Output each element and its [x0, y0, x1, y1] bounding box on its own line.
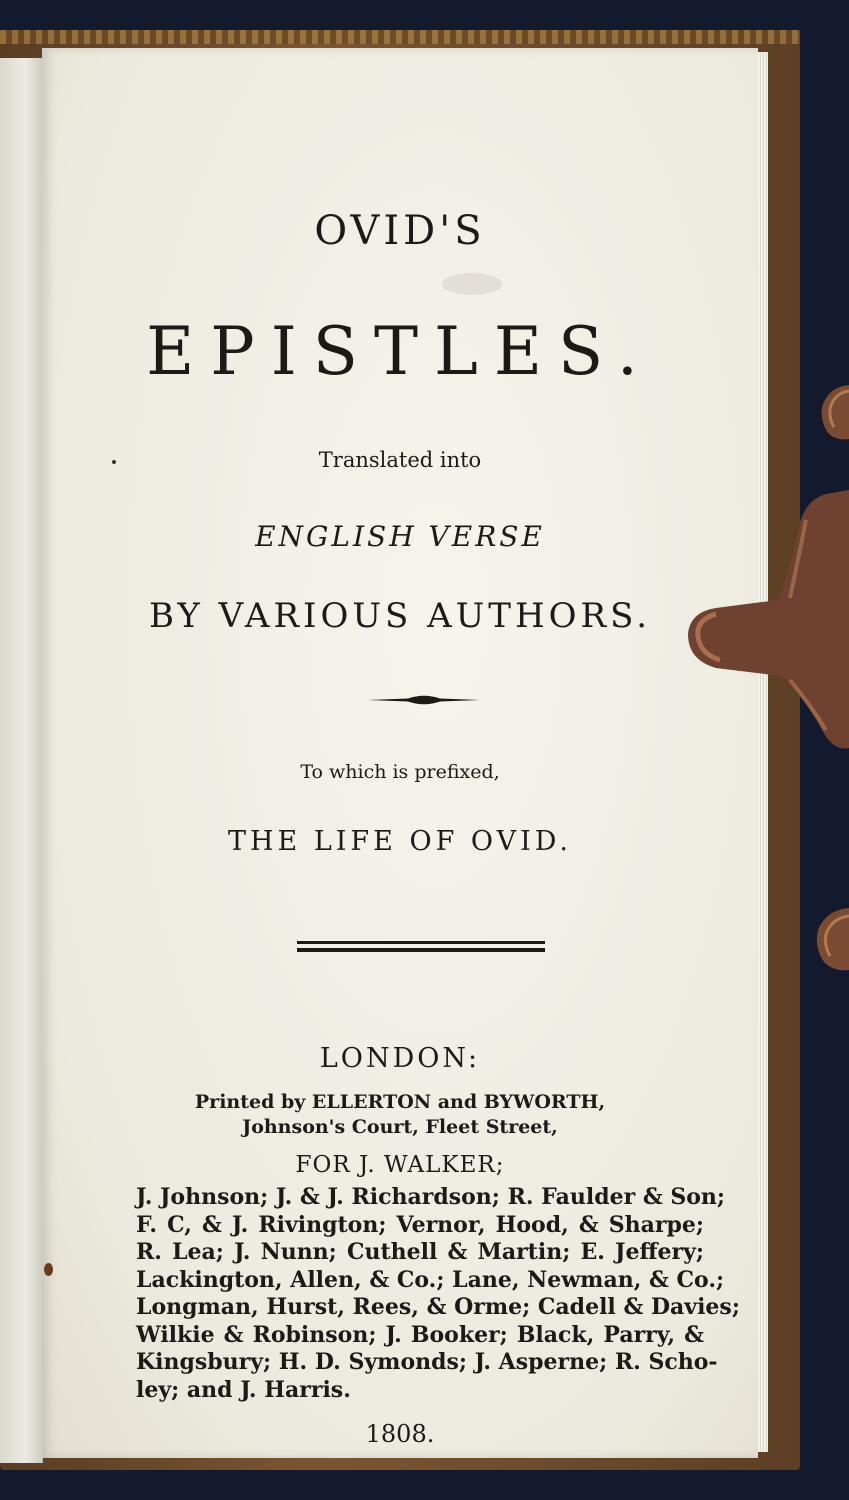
bookseller-line: F. C, & J. Rivington; Vernor, Hood, & Sharpe; — [136, 1211, 704, 1238]
prefixed-text: To which is prefixed, — [300, 761, 500, 783]
imprint-printer: Printed by ELLERTON and BYWORTH, — [194, 1091, 606, 1113]
bookseller-line: Longman, Hurst, Rees, & Orme; Cadell & Davies; — [136, 1294, 740, 1320]
imprint-year: 1808. — [365, 1420, 435, 1448]
english-verse-text: ENGLISH VERSE — [255, 520, 545, 553]
double-rule — [297, 941, 545, 952]
imprint-address: Johnson's Court, Fleet Street, — [242, 1116, 558, 1138]
bookseller-line: R. Lea; J. Nunn; Cuthell & Martin; E. Jeffery; — [136, 1239, 704, 1265]
bookseller-line: J. Johnson; J. & J. Richardson; R. Faulder & Son; — [136, 1184, 726, 1210]
booksellers-list — [136, 1184, 740, 1404]
bookseller-line: ley; and J. Harris. — [136, 1376, 351, 1403]
gilt-tooled-border — [0, 30, 800, 44]
imprint-publisher: FOR J. WALKER; — [295, 1152, 505, 1178]
life-of-ovid-text: THE LIFE OF OVID. — [227, 826, 572, 857]
copper-page-clip-middle — [686, 490, 849, 752]
bookseller-line: Lackington, Allen, & Co.; Lane, Newman, & Co.; — [136, 1266, 725, 1293]
imprint-london: LONDON: — [319, 1043, 481, 1074]
by-various-authors-text: BY VARIOUS AUTHORS. — [149, 596, 651, 636]
bookseller-line: Wilkie & Robinson; J. Booker; Black, Parry, & — [136, 1321, 704, 1348]
foxing-spot — [44, 1263, 53, 1276]
translated-into-text: Translated into — [318, 448, 482, 472]
printers-ornament-rule — [368, 692, 480, 708]
left-page-edge — [0, 58, 43, 1463]
title-epistles: EPISTLES. — [146, 313, 654, 390]
copper-page-clip-top — [818, 385, 849, 441]
title-ovids: OVID'S — [314, 208, 486, 254]
copper-page-clip-bottom — [812, 908, 849, 972]
foxing-spot — [442, 273, 502, 295]
bookseller-line: Kingsbury; H. D. Symonds; J. Asperne; R. Scho- — [136, 1349, 718, 1375]
title-page — [42, 48, 758, 1458]
